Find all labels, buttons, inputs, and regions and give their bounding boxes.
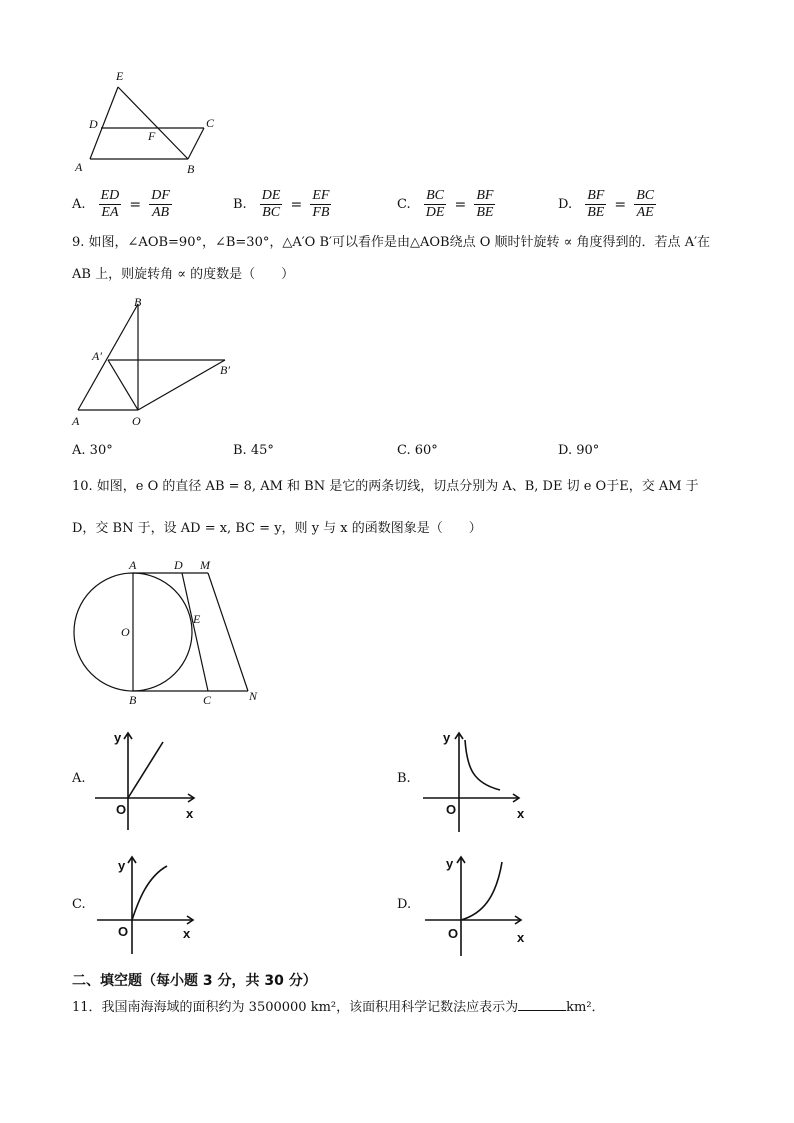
fraction-left: $\frac{ED}{EA}$ [100,188,120,220]
q11-text: 11．我国南海海域的面积约为 3500000 km²，该面积用科学记数法应表示为 [72,1000,519,1015]
fraction-right: $\frac{BF}{BE}$ [476,188,494,220]
q9-question-line2: AB 上，则旋转角 ∝ 的度数是（ ） [72,267,295,282]
q8-label-d: D [89,117,98,131]
q9-label-b-prime: B′ [220,363,230,377]
equals-sign: = [290,196,303,213]
equals-sign: = [614,196,627,213]
q10-question-line2: D，交 BN 于，设 AD = x, BC = y，则 y 与 x 的函数图象是（ ） [72,521,482,536]
y-axis-label: y [118,858,126,873]
q8-label-c: C [206,116,215,130]
origin-label: O [446,802,457,817]
q10-label-e: E [193,612,201,626]
fraction-left: $\frac{BC}{DE}$ [425,188,445,220]
q10-option-a-letter: A. [72,771,86,786]
fraction-left: $\frac{BF}{BE}$ [587,188,605,220]
q10-option-d-graph [420,852,535,962]
x-axis-label: x [517,806,525,821]
q8-option-d [558,188,656,221]
y-axis-label: y [443,730,451,745]
section-2-heading: 二、填空题（每小题 3 分，共 30 分） [72,973,317,989]
q10-option-c-graph [92,852,207,962]
q9-label-b: B [134,295,142,309]
q11-question [72,998,605,1017]
q9-option-d: D. 90° [558,443,600,458]
q10-option-b-letter: B. [397,771,411,786]
option-letter: C. [397,197,411,212]
q10-question-line1: 10. 如图，e O 的直径 AB = 8, AM 和 BN 是它的两条切线，切点分别为 A、B, DE 切 e O于E，交 AM 于 [72,479,699,494]
q10-option-c-letter: C. [72,897,86,912]
option-letter: B. [233,197,247,212]
fraction-right: $\frac{BC}{AE}$ [636,188,655,220]
q10-option-b-graph [418,728,533,838]
q10-label-n: N [249,689,258,703]
q9-question-line1: 9. 如图，∠AOB=90°，∠B=30°，△A′O B′可以看作是由△AOB绕点 O 顺时针旋转 ∝ 角度得到的．若点 A′在 [72,235,711,250]
q10-option-a-graph [90,728,205,838]
q9-label-a-prime: A′ [92,349,102,363]
origin-label: O [116,802,127,817]
option-letter: D. [558,197,573,212]
q9-figure [70,292,250,432]
option-letter: A. [72,197,86,212]
q10-label-c: C [203,693,212,707]
q9-label-a: A [72,414,80,428]
equals-sign: = [129,196,142,213]
fraction-left: $\frac{DE}{BC}$ [261,188,281,220]
q8-label-e: E [116,69,124,83]
equals-sign: = [454,196,467,213]
q11-unit: km²． [566,1000,605,1015]
y-axis-label: y [114,730,122,745]
q9-option-a: A. 30° [72,443,113,458]
origin-label: O [118,924,129,939]
q8-figure [70,66,230,178]
q10-label-b: B [129,693,137,707]
q9-option-c: C. 60° [397,443,438,458]
x-axis-label: x [517,930,525,945]
q10-label-d: D [174,558,183,572]
q8-option-b [233,188,331,221]
origin-label: O [448,926,459,941]
q8-label-f: F [148,129,156,143]
fraction-right: $\frac{DF}{AB}$ [151,188,170,220]
q8-option-c [397,188,495,221]
q10-label-m: M [200,558,210,572]
q9-label-o: O [132,414,141,428]
q8-option-a [72,188,172,221]
q11-answer-blank[interactable] [518,998,566,1011]
q8-label-a: A [75,160,83,174]
x-axis-label: x [186,806,194,821]
q8-label-b: B [187,162,195,176]
q10-figure [70,558,270,708]
y-axis-label: y [446,856,454,871]
q10-label-a: A [129,558,137,572]
x-axis-label: x [183,926,191,941]
fraction-right: $\frac{EF}{FB}$ [312,188,330,220]
q9-option-b: B. 45° [233,443,274,458]
q10-label-o: O [121,625,130,639]
q10-option-d-letter: D. [397,897,412,912]
